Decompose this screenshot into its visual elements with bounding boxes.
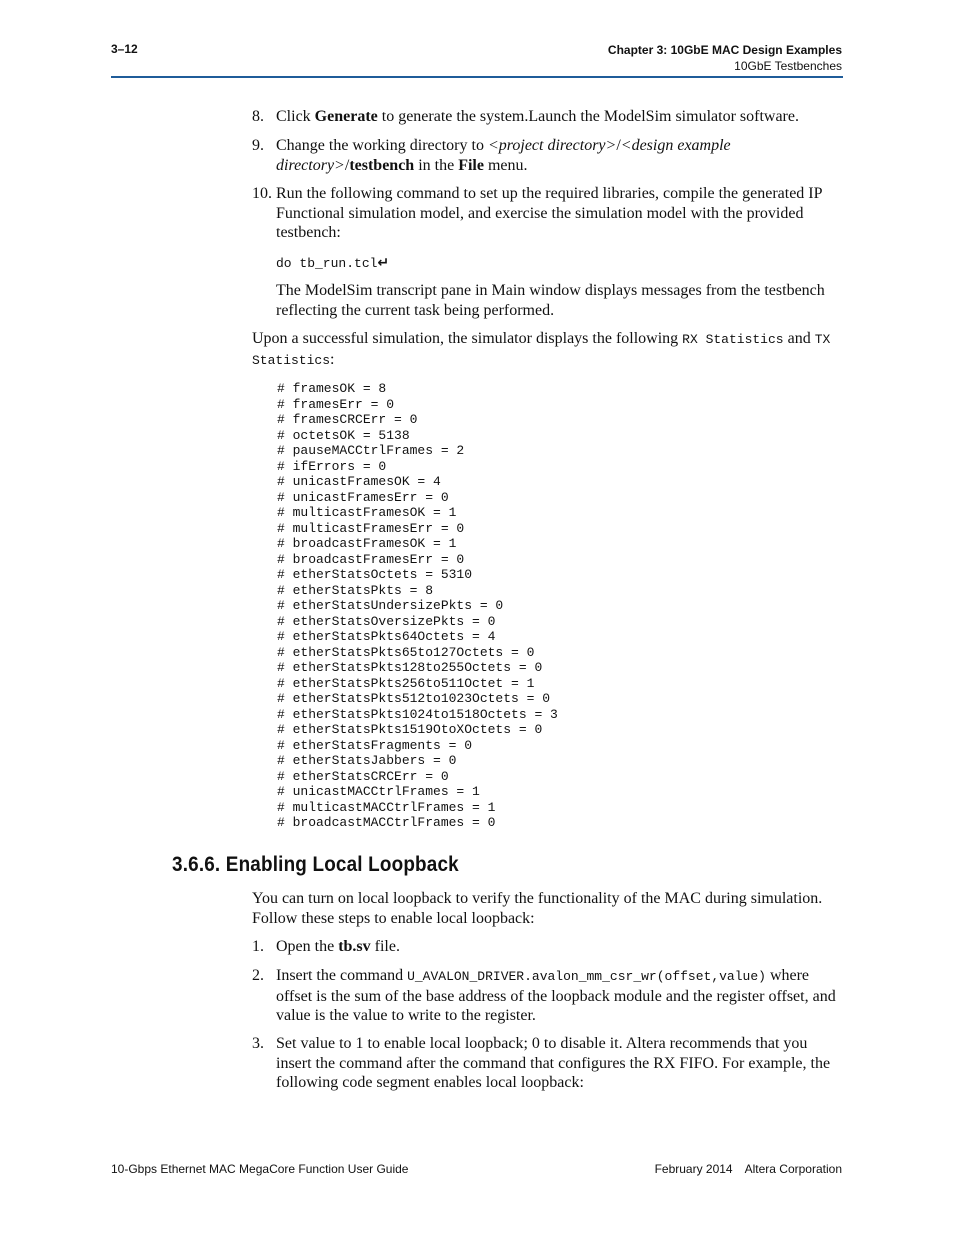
step-number: 9. — [252, 137, 264, 154]
stat-line: # multicastFramesOK = 1 — [277, 505, 457, 520]
stat-line: # pauseMACCtrlFrames = 2 — [277, 443, 465, 458]
chapter-title: Chapter 3: 10GbE MAC Design Examples — [607, 43, 842, 57]
design-example-directory-placeholder: <design example directory> — [276, 137, 731, 174]
page-number: 3–12 — [111, 42, 138, 56]
step-text: Change the working directory to <project directory>/<design example directory>/testbench in the File menu. — [276, 137, 731, 174]
section-title: 10GbE Testbenches — [734, 59, 842, 73]
transcript-note: The ModelSim transcript pane in Main window displays messages from the testbench reflecting the current task being performed. — [276, 282, 825, 319]
footer-right — [655, 1162, 842, 1176]
stat-line: # etherStatsPkts512to1023Octets = 0 — [277, 691, 551, 706]
step-text: Insert the command U_AVALON_DRIVER.avalon_mm_csr_wr(offset,value) where offset is the sum of the base address of the loopback module and the register offset, and value is the value to write to the register. — [276, 967, 836, 1024]
step-10 — [252, 184, 844, 243]
stat-line: # etherStatsPkts1519OtoXOctets = 0 — [277, 722, 543, 737]
stat-line: # broadcastFramesErr = 0 — [277, 551, 465, 567]
stat-line: # unicastFramesErr = 0 — [277, 489, 449, 505]
loopback-intro: You can turn on local loopback to verify the functionality of the MAC during simulation. Follow these steps to enable local loopback: — [252, 890, 823, 927]
footer-company: Altera Corporation — [744, 1162, 842, 1176]
stat-line: # etherStatsUndersizePkts = 0 — [277, 598, 504, 613]
tx-statistics-code: TX Statistics — [252, 332, 831, 368]
stat-line: # etherStatsCRCErr = 0 — [277, 768, 449, 784]
stat-line: # etherStatsPkts = 8 — [277, 582, 434, 598]
stat-line: # framesErr = 0 — [277, 396, 395, 412]
loopback-step-2 — [252, 966, 844, 1026]
header-rule — [111, 76, 843, 78]
stat-line: # multicastFramesErr = 0 — [277, 520, 465, 536]
stat-line: # etherStatsOctets = 5310 — [277, 567, 473, 582]
stat-line: # etherStatsPkts256to511Octet = 1 — [277, 675, 535, 691]
stat-line: # framesOK = 8 — [277, 381, 387, 396]
step-text: Set value to 1 to enable local loopback; 0 to disable it. Altera recommends that you insert the command after the command that configures the RX FIFO. For example, the following code segment enables local loopback: — [276, 1035, 831, 1091]
command-line — [276, 254, 844, 272]
stats-intro: Upon a successful simulation, the simulator displays the following RX Statistics and TX Statistics: — [252, 330, 831, 368]
stat-line: # broadcastFramesOK = 1 — [277, 536, 457, 551]
step-number: 8. — [252, 108, 264, 125]
step-text: Run the following command to set up the required libraries, compile the generated IP Functional simulation model, and exercise the simulation model with the provided testbench: — [276, 185, 822, 241]
tb-sv-filename: tb.sv — [338, 938, 371, 955]
step-number: 10. — [252, 185, 272, 202]
stat-line: # unicastFramesOK = 4 — [277, 474, 441, 489]
step-8 — [252, 107, 844, 127]
stat-line: # multicastMACCtrlFrames = 1 — [277, 799, 496, 815]
step-text: Click Generate to generate the system.Launch the ModelSim simulator software. — [276, 108, 799, 125]
stat-line: # etherStatsFragments = 0 — [277, 737, 473, 753]
stat-line: # framesCRCErr = 0 — [277, 412, 418, 427]
step-number: 2. — [252, 967, 264, 984]
csr-write-command: U_AVALON_DRIVER.avalon_mm_csr_wr(offset,value) — [407, 969, 766, 984]
footer-guide-title: 10-Gbps Ethernet MAC MegaCore Function User Guide — [111, 1162, 409, 1176]
loopback-step-1 — [252, 937, 844, 957]
stat-line: # etherStatsJabbers = 0 — [277, 753, 457, 768]
stat-line: # etherStatsPkts65to127Octets = 0 — [277, 644, 535, 660]
statistics-output — [277, 381, 558, 831]
return-icon: ↵ — [377, 255, 390, 271]
stat-line: # etherStatsPkts64Octets = 4 — [277, 629, 496, 644]
rx-statistics-code: RX Statistics — [682, 332, 784, 347]
stat-line: # etherStatsOversizePkts = 0 — [277, 613, 496, 629]
testbench-label: testbench — [349, 156, 415, 174]
step-text: Open the tb.sv file. — [276, 938, 400, 955]
stat-line: # broadcastMACCtrlFrames = 0 — [277, 815, 496, 830]
stat-line: # etherStatsPkts1024to1518Octets = 3 — [277, 706, 558, 722]
stat-line: # ifErrors = 0 — [277, 458, 387, 474]
section-heading: 3.6.6. Enabling Local Loopback — [172, 853, 459, 876]
stat-line: # octetsOK = 5138 — [277, 427, 410, 443]
tcl-command: do tb_run.tcl — [276, 256, 378, 271]
stat-line: # etherStatsPkts128to255Octets = 0 — [277, 660, 543, 675]
project-directory-placeholder: <project directory> — [487, 137, 617, 154]
footer-date: February 2014 — [654, 1162, 733, 1176]
step-9 — [252, 136, 844, 175]
file-menu-label: File — [458, 156, 484, 174]
stat-line: # unicastMACCtrlFrames = 1 — [277, 784, 480, 799]
step-number: 3. — [252, 1035, 264, 1052]
running-header — [608, 42, 842, 74]
step-number: 1. — [252, 938, 264, 955]
generate-label: Generate — [314, 108, 378, 125]
loopback-step-3 — [252, 1034, 844, 1093]
